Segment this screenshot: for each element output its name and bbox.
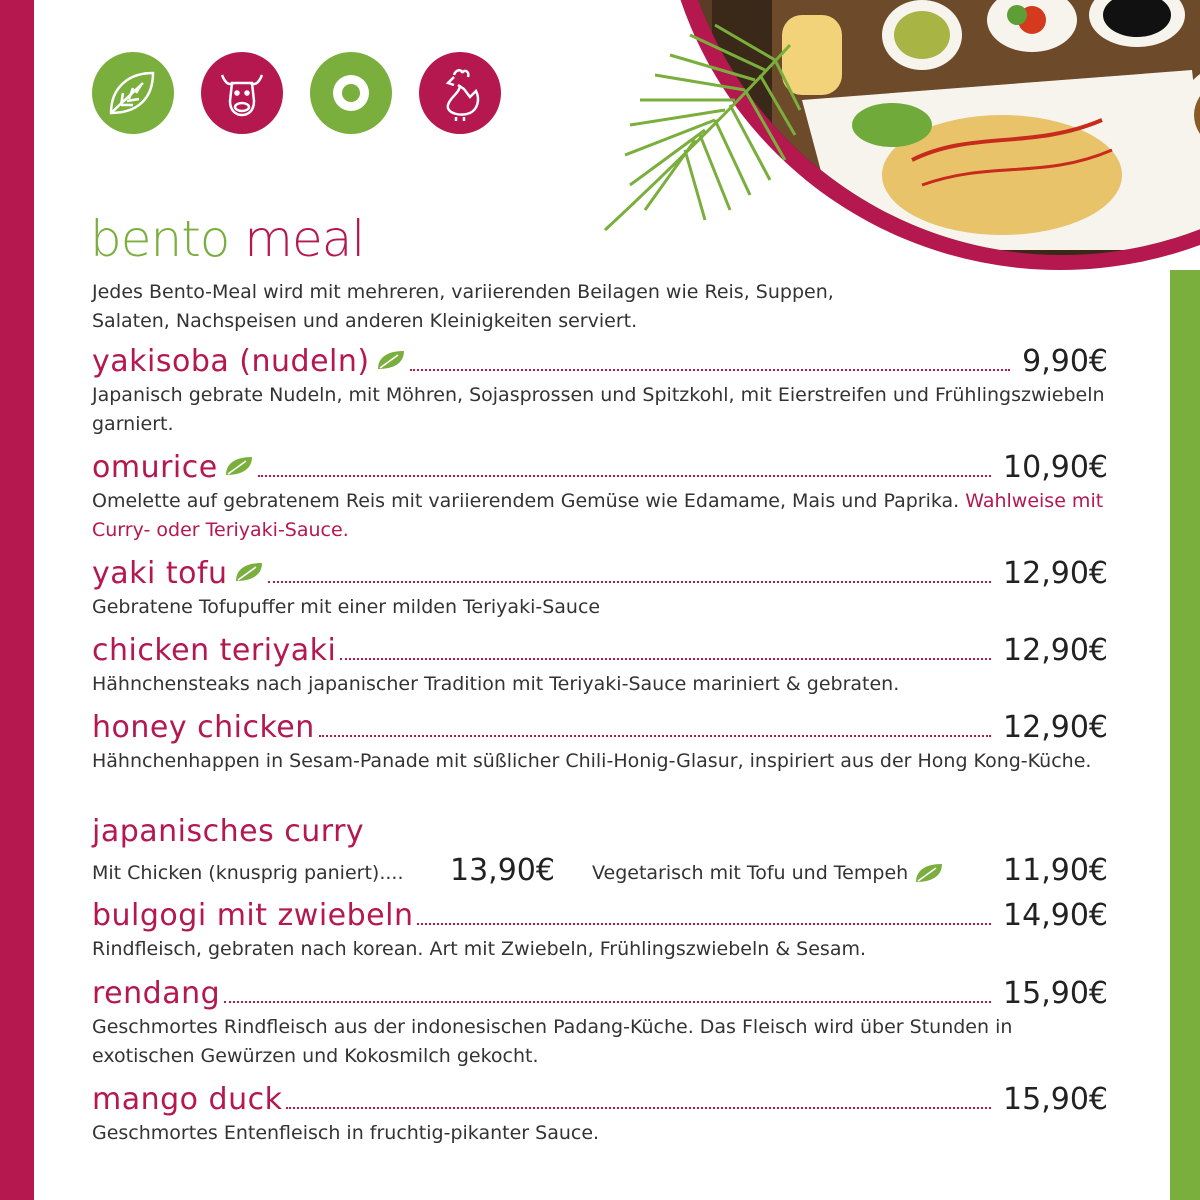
vegetarian-leaf-icon: [376, 349, 406, 371]
vegetarian-leaf-icon: [224, 455, 254, 477]
item-name: rendang: [92, 976, 221, 1011]
menu-item: [92, 976, 1108, 1071]
dot-leader: [286, 1106, 991, 1109]
dot-leader: [417, 922, 991, 925]
menu-item: [92, 1082, 1108, 1148]
item-price: 14,90€: [1003, 898, 1108, 933]
dot-leader: [340, 657, 991, 660]
curry-options: [92, 850, 1108, 890]
item-description: Geschmortes Entenfleisch in fruchtig-pikanter Sauce.: [92, 1122, 600, 1144]
item-name: mango duck: [92, 1082, 283, 1117]
item-name: bulgogi mit zwiebeln: [92, 898, 414, 933]
menu-item: [92, 450, 1108, 545]
title-word-meal: meal: [244, 210, 365, 268]
curry-veg-price: 11,90€: [1003, 853, 1108, 888]
beef-icon: [201, 52, 283, 134]
chicken-icon: [419, 52, 501, 134]
item-description: Japanisch gebrate Nudeln, mit Möhren, Sojasprossen und Spitzkohl, mit Eierstreifen und Frühlingszwiebeln garniert.: [92, 384, 1105, 435]
item-description: Geschmortes Rindfleisch aus der indonesischen Padang-Küche. Das Fleisch wird über Stunden in exotischen Gewürzen und Kokosmilch gekocht.: [92, 1016, 1013, 1067]
item-name: honey chicken: [92, 710, 315, 745]
curry-chicken-price: 13,90€: [450, 853, 555, 888]
item-price: 12,90€: [1003, 710, 1108, 745]
item-price: 9,90€: [1022, 344, 1108, 379]
dot-leader: [224, 1000, 991, 1003]
vegetarian-leaf-icon: [92, 52, 174, 134]
item-description: Rindfleisch, gebraten nach korean. Art mit Zwiebeln, Frühlingszwiebeln & Sesam.: [92, 938, 867, 960]
item-description-text: Omelette auf gebratenem Reis mit variierendem Gemüse wie Edamame, Mais und Paprika.: [92, 490, 960, 512]
item-price: 15,90€: [1003, 976, 1108, 1011]
curry-veg-label-text: Vegetarisch mit Tofu und Tempeh: [592, 861, 909, 884]
vegetarian-leaf-icon: [914, 862, 944, 884]
right-accent-bar: [1170, 270, 1200, 1200]
menu-item: [92, 633, 1108, 699]
item-price: 15,90€: [1003, 1082, 1108, 1117]
dot-leader: [319, 734, 991, 737]
dot-leader: [410, 368, 1011, 371]
item-name: chicken teriyaki: [92, 633, 337, 668]
item-description-highlight: Wahlweise mit Curry- oder Teriyaki-Sauce.: [92, 490, 1104, 541]
item-price: 12,90€: [1003, 556, 1108, 591]
vegetarian-leaf-icon: [234, 561, 264, 583]
item-description: Gebratene Tofupuffer mit einer milden Teriyaki-Sauce: [92, 596, 601, 618]
palm-leaf-decoration: [585, 15, 815, 245]
item-description: Hähnchenhappen in Sesam-Panade mit süßlicher Chili-Honig-Glasur, inspiriert aus der Hong Kong-Küche.: [92, 750, 1092, 772]
dot-leader: [258, 474, 991, 477]
left-accent-bar: [0, 0, 34, 1200]
page-title: [90, 210, 364, 268]
title-word-bento: bento: [90, 210, 230, 268]
intro-text: Jedes Bento-Meal wird mit mehreren, variierenden Beilagen wie Reis, Suppen, Salaten, Nachspeisen und anderen Kleinigkeiten serviert.: [92, 281, 834, 332]
item-name: omurice: [92, 450, 218, 485]
item-price: 10,90€: [1003, 450, 1108, 485]
curry-chicken-label: Mit Chicken (knusprig paniert)....: [92, 862, 404, 884]
item-name: yakisoba (nudeln): [92, 344, 370, 379]
curry-veg-label: [592, 862, 944, 885]
item-description: Hähnchensteaks nach japanischer Tradition mit Teriyaki-Sauce mariniert & gebraten.: [92, 673, 900, 695]
menu-item: [92, 814, 1108, 849]
item-name: japanisches curry: [92, 814, 365, 849]
menu-item: [92, 556, 1108, 622]
menu-item: [92, 898, 1108, 964]
allergen-icon-row: [92, 52, 501, 134]
menu-item: [92, 710, 1108, 776]
item-name: yaki tofu: [92, 556, 228, 591]
item-price: 12,90€: [1003, 633, 1108, 668]
dot-leader: [268, 580, 991, 583]
item-description: [92, 487, 1108, 545]
menu-item: [92, 344, 1108, 439]
egg-icon: [310, 52, 392, 134]
